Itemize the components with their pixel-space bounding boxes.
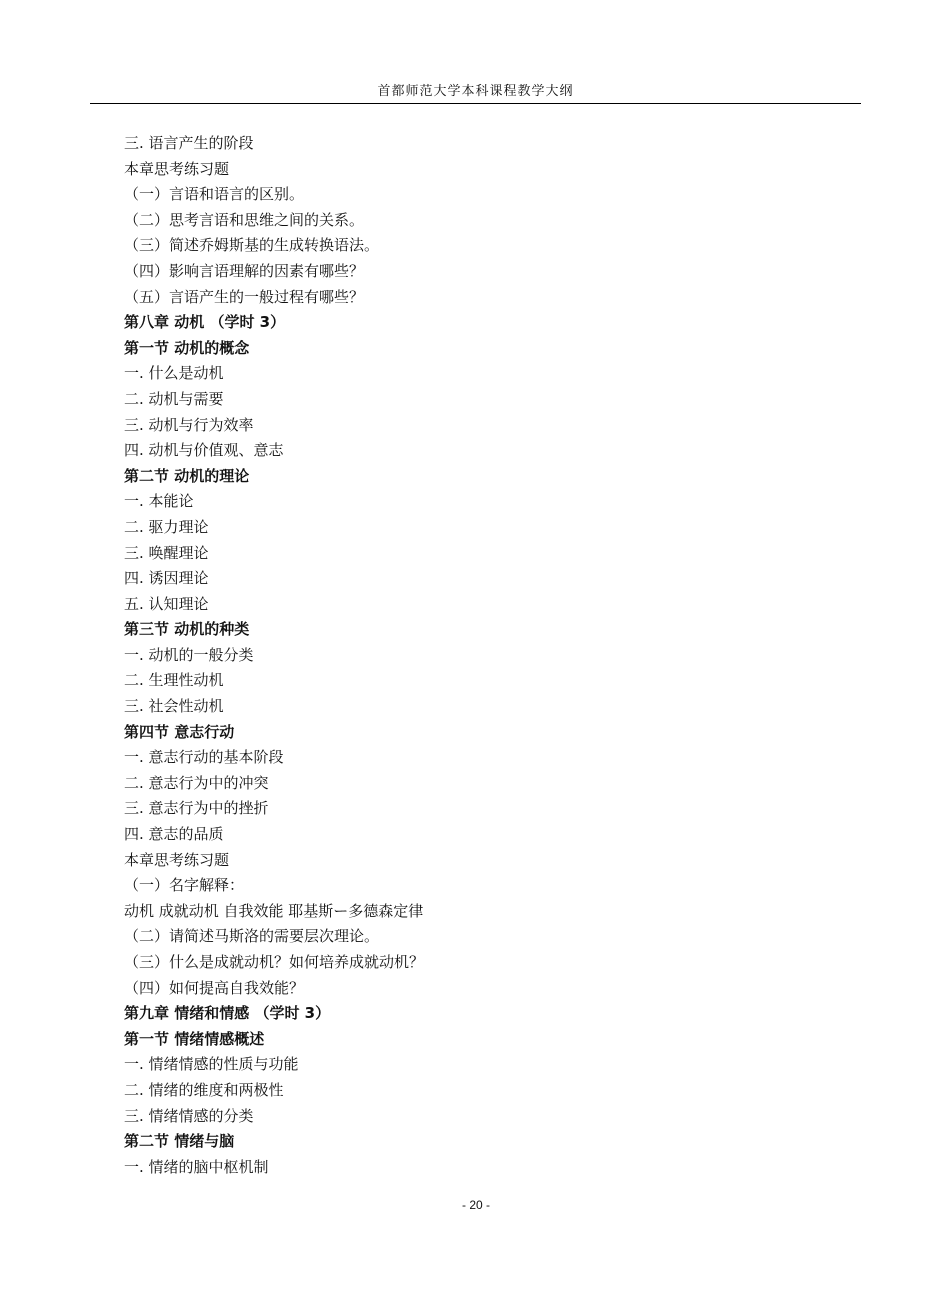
text-line: 三. 情绪情感的分类 bbox=[124, 1106, 254, 1125]
section-heading: 第四节 意志行动 bbox=[124, 722, 235, 741]
section-heading: 第一节 动机的概念 bbox=[124, 338, 250, 357]
text-line: 二. 情绪的维度和两极性 bbox=[124, 1080, 284, 1099]
text-line: （五）言语产生的一般过程有哪些？ bbox=[124, 287, 365, 306]
text-line: （三）简述乔姆斯基的生成转换语法。 bbox=[124, 236, 380, 255]
text-line: 本章思考练习题 bbox=[124, 850, 230, 869]
text-line: 一. 意志行动的基本阶段 bbox=[124, 748, 284, 767]
section-heading: 第八章 动机 （学时 3） bbox=[124, 313, 286, 332]
page-header: 首都师范大学本科课程教学大纲 bbox=[377, 84, 574, 99]
text-line: （一）言语和语言的区别。 bbox=[124, 185, 305, 204]
text-line: 一. 情绪的脑中枢机制 bbox=[124, 1157, 269, 1176]
text-line: （三）什么是成就动机？如何培养成就动机？ bbox=[124, 953, 425, 971]
text-line: 二. 生理性动机 bbox=[124, 671, 224, 690]
text-line: （四）如何提高自我效能？ bbox=[124, 978, 305, 997]
text-line: （四）影响言语理解的因素有哪些？ bbox=[124, 261, 365, 280]
header-rule bbox=[90, 103, 861, 104]
text-line: 一. 情绪情感的性质与功能 bbox=[124, 1055, 299, 1074]
text-line: 动机 成就动机 自我效能 耶基斯ー多德森定律 bbox=[124, 901, 424, 920]
text-line: 一. 什么是动机 bbox=[124, 364, 224, 383]
text-line: 四. 诱因理论 bbox=[124, 569, 209, 588]
text-line: 二. 意志行为中的冲突 bbox=[124, 773, 269, 792]
text-line: 三. 动机与行为效率 bbox=[124, 415, 254, 434]
section-heading: 第二节 情绪与脑 bbox=[124, 1132, 235, 1151]
text-line: 五. 认知理论 bbox=[124, 594, 209, 613]
text-line: 三. 意志行为中的挫折 bbox=[124, 799, 269, 818]
text-line: 二. 驱力理论 bbox=[124, 517, 209, 536]
text-line: （二）思考言语和思维之间的关系。 bbox=[124, 210, 365, 229]
section-heading: 第一节 情绪情感概述 bbox=[124, 1029, 265, 1048]
text-line: 本章思考练习题 bbox=[124, 159, 230, 178]
text-line: （一）名字解释： bbox=[124, 876, 245, 895]
text-line: 一. 本能论 bbox=[124, 492, 194, 511]
text-line: 三. 唤醒理论 bbox=[124, 543, 209, 562]
text-line: 二. 动机与需要 bbox=[124, 389, 224, 408]
text-line: 四. 动机与价值观、意志 bbox=[124, 441, 284, 460]
text-line: （二）请简述马斯洛的需要层次理论。 bbox=[124, 927, 380, 946]
text-line: 四. 意志的品质 bbox=[124, 825, 224, 844]
section-heading: 第九章 情绪和情感 （学时 3） bbox=[124, 1004, 331, 1023]
section-heading: 第三节 动机的种类 bbox=[124, 620, 250, 639]
text-line: 一. 动机的一般分类 bbox=[124, 645, 254, 664]
text-line: 三. 语言产生的阶段 bbox=[124, 134, 254, 152]
page-number: - 20 - bbox=[461, 1198, 490, 1212]
document-body bbox=[124, 131, 844, 1180]
text-line: 三. 社会性动机 bbox=[124, 697, 224, 716]
section-heading: 第二节 动机的理论 bbox=[124, 466, 250, 485]
